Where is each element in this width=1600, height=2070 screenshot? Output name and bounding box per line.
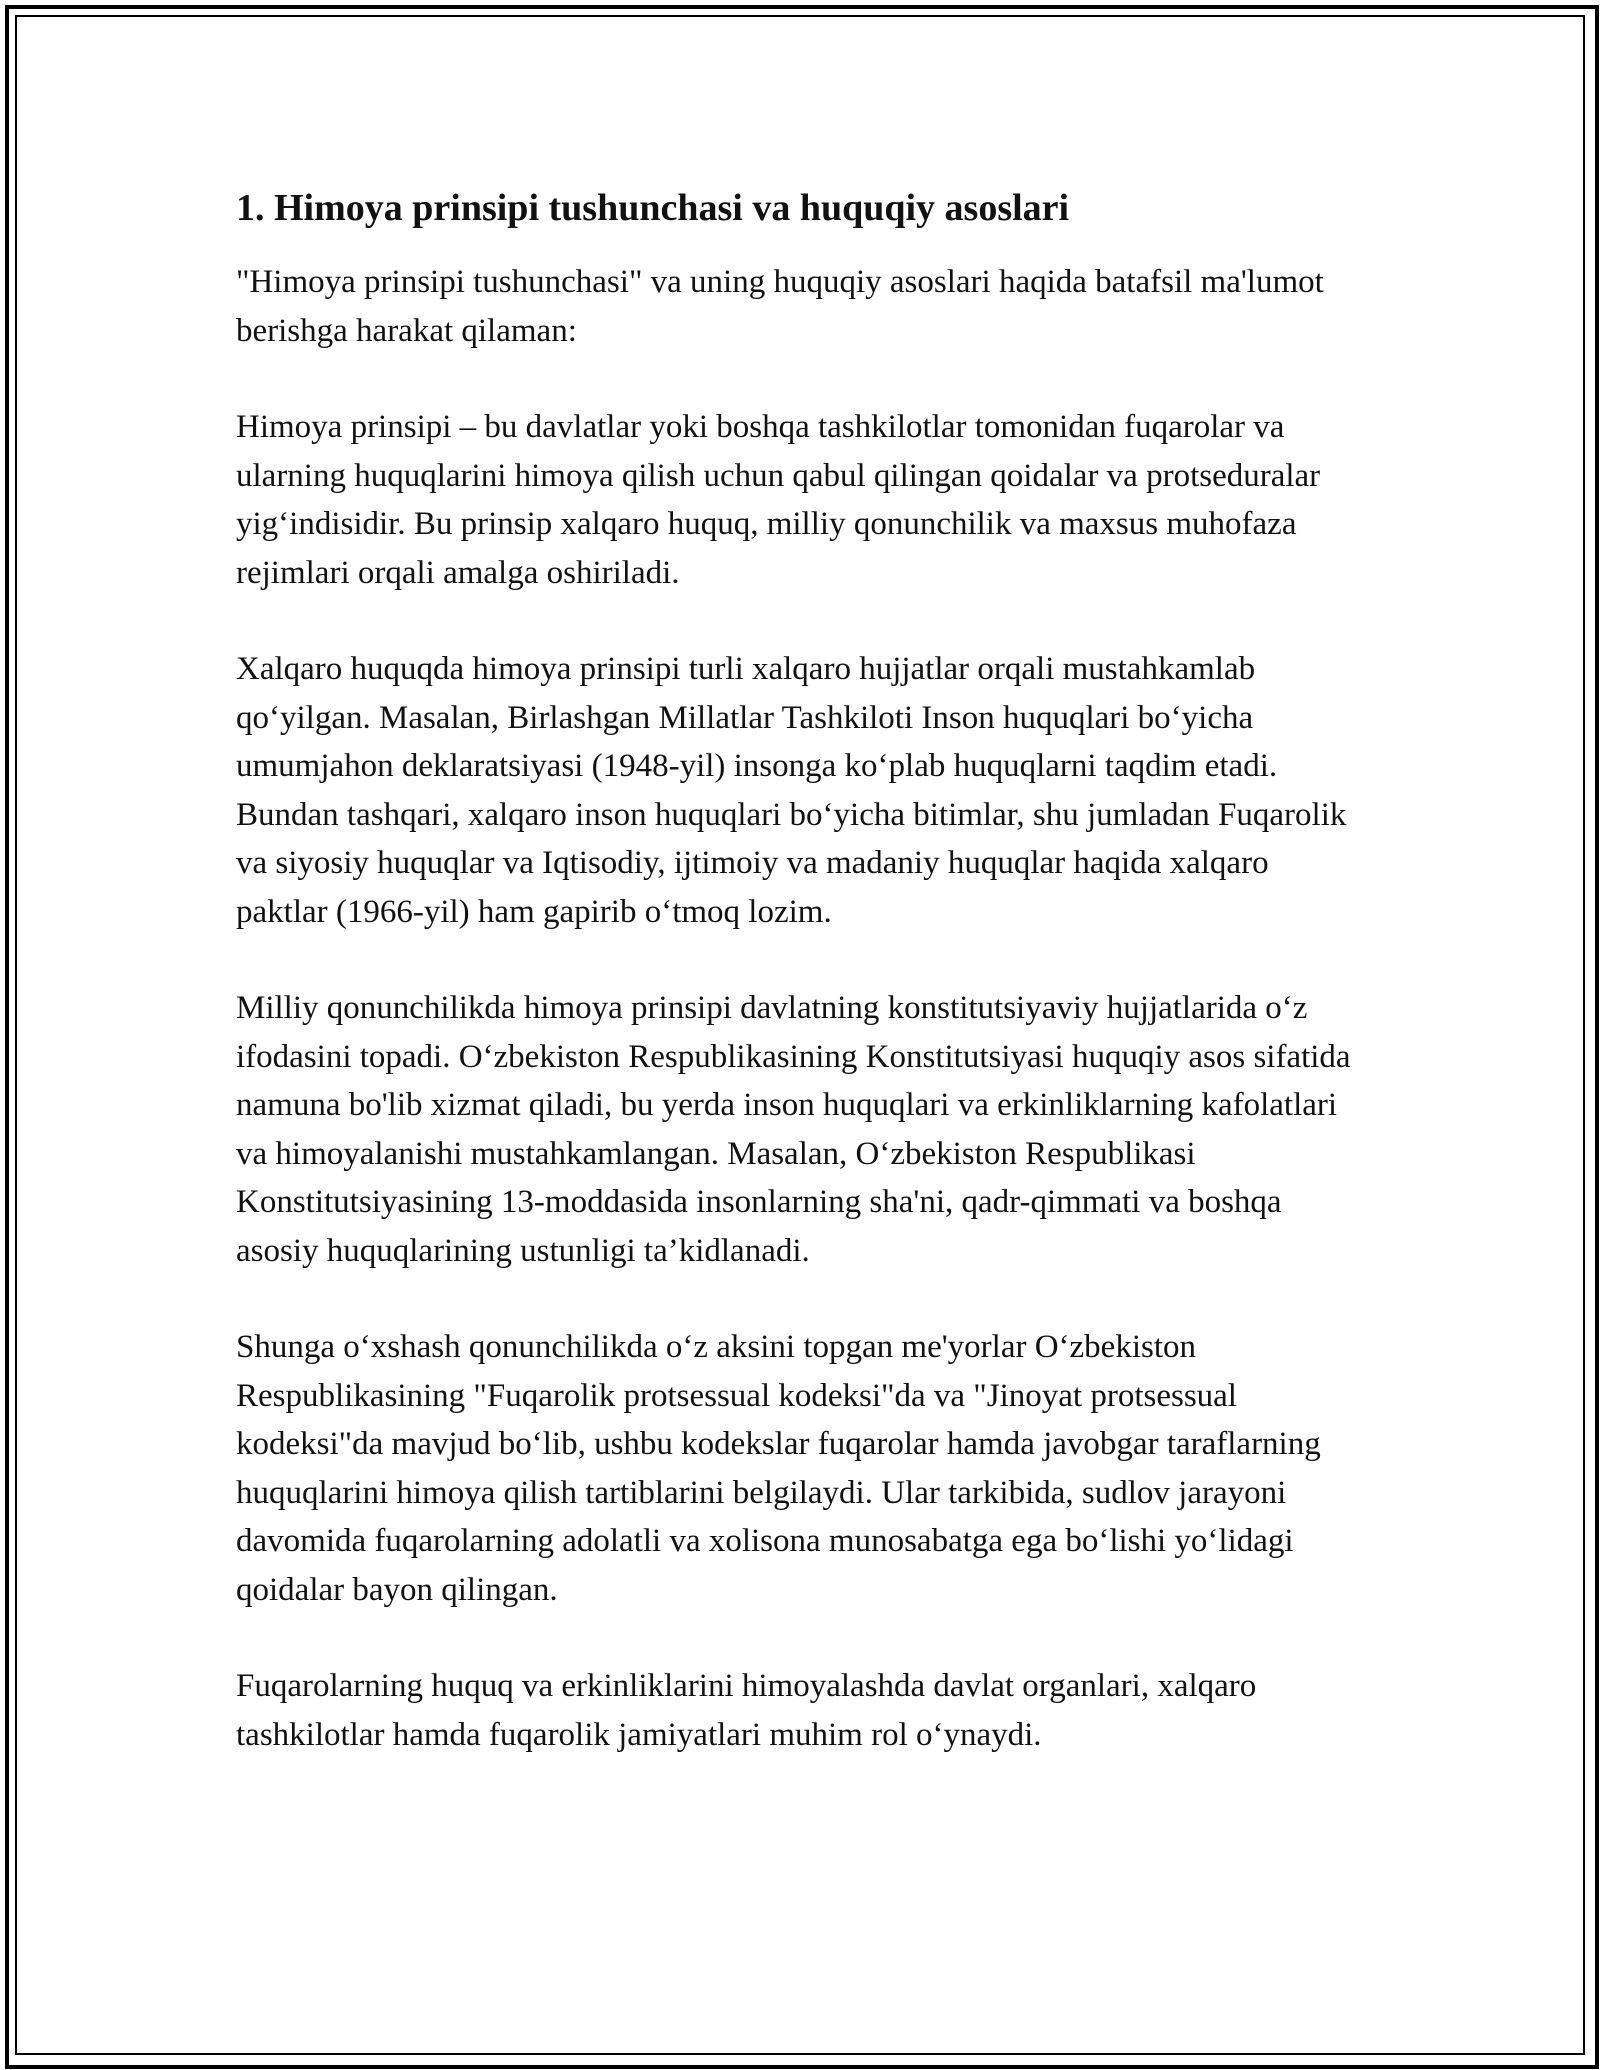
paragraph-intro: "Himoya prinsipi tushunchasi" va uning huquqiy asoslari haqida batafsil ma'lumot berishga harakat qilaman: (236, 264, 1324, 349)
paragraph-international-law: Xalqaro huquqda himoya prinsipi turli xalqaro hujjatlar orqali mustahkamlab qo‘yilgan. Masalan, Birlashgan Millatlar Tashkiloti Inson huquqlari bo‘yicha umumjahon deklaratsiyasi (1948-yil) insonga ko‘plab huquqlarni taqdim etadi. Bundan tashqari, xalqaro inson huquqlari bo‘yicha bitimlar, shu jumladan Fuqarolik va siyosiy huquqlar va Iqtisodiy, ijtimoiy va madaniy huquqlar haqida xalqaro paktlar (1966-yil) ham gapirib o‘tmoq lozim. (236, 651, 1347, 930)
paragraph-national-law: Milliy qonunchilikda himoya prinsipi davlatning konstitutsiyaviy hujjatlarida o‘z ifodasini topadi. O‘zbekiston Respublikasining Konstitutsiyasi huquqiy asos sifatida namuna bo'lib xizmat qiladi, bu yerda inson huquqlari va erkinliklarning kafolatlari va himoyalanishi mustahkamlangan. Masalan, O‘zbekiston Respublikasi Konstitutsiyasining 13-moddasida insonlarning sha'ni, qadr-qimmati va boshqa asosiy huquqlarining ustunligi ta’kidlanadi. (236, 990, 1351, 1269)
section-heading: 1. Himoya prinsipi tushunchasi va huquqiy asoslari (236, 187, 1070, 229)
paragraph-conclusion: Fuqarolarning huquq va erkinliklarini himoyalashda davlat organlari, xalqaro tashkilotlar hamda fuqarolik jamiyatlari muhim rol o‘ynaydi. (236, 1668, 1257, 1753)
paragraph-definition: Himoya prinsipi – bu davlatlar yoki boshqa tashkilotlar tomonidan fuqarolar va ularning huquqlarini himoya qilish uchun qabul qilingan qoidalar va protseduralar yig‘indisidir. Bu prinsip xalqaro huquq, milliy qonunchilik va maxsus muhofaza rejimlari orqali amalga oshiriladi. (236, 409, 1321, 591)
paragraph-procedural-codes: Shunga o‘xshash qonunchilikda o‘z aksini topgan me'yorlar O‘zbekiston Respublikasining "Fuqarolik protsessual kodeksi"da va "Jinoyat protsessual kodeksi"da mavjud bo‘lib, ushbu kodekslar fuqarolar hamda javobgar taraflarning huquqlarini himoya qilish tartiblarini belgilaydi. Ular tarkibida, sudlov jarayoni davomida fuqarolarning adolatli va xolisona munosabatga ega bo‘lishi yo‘lidagi qoidalar bayon qilingan. (236, 1329, 1321, 1608)
document-body (236, 184, 1366, 1759)
